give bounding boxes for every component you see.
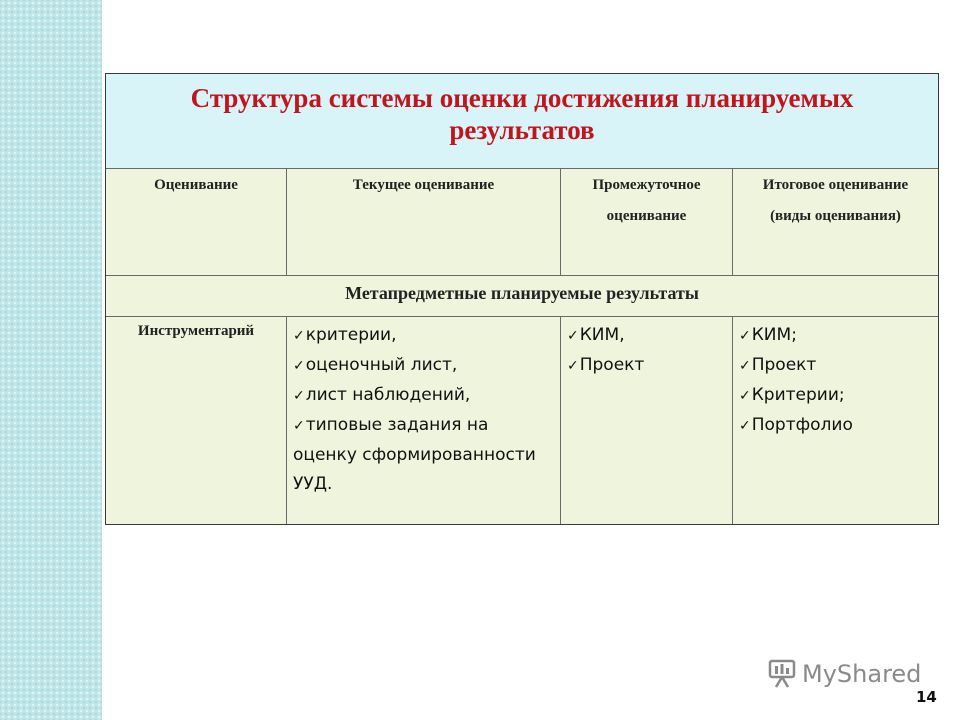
tools-row [106,317,938,524]
header-cell-intermediate [560,169,732,275]
header-label: Промежуточное оценивание [592,177,701,224]
header-label: Итоговое оценивание (виды оценивания) [762,177,909,224]
row-label: Инструментарий [137,323,255,339]
check-icon: ✓ [567,328,579,344]
current-tools-list [287,321,560,499]
list-item: ✓Проект [739,355,817,375]
section-title: Метапредметные планируемые результаты [345,283,699,303]
intermediate-tools-list [561,321,732,381]
list-item: ✓КИМ, [567,325,625,345]
header-cell-current [286,169,560,275]
list-item: ✓Портфолио [739,415,853,435]
decorative-side-strip [0,0,105,720]
check-icon: ✓ [739,388,751,404]
list-item: ✓Критерии; [739,385,845,405]
check-icon: ✓ [293,418,305,434]
list-item: ✓лист наблюдений, [293,385,471,405]
check-icon: ✓ [739,358,751,374]
check-icon: ✓ [293,358,305,374]
header-cell-assessment [106,169,286,275]
section-row [106,276,938,317]
check-icon: ✓ [739,328,751,344]
slide-title: Структура системы оценки достижения планируемых результатов [190,83,854,145]
final-tools-cell [732,317,938,524]
list-item: ✓критерии, [293,325,397,345]
presentation-board-icon [768,659,796,689]
list-item: ✓типовые задания на оценку сформированности УУД. [293,415,536,494]
list-item: ✓КИМ; [739,325,797,345]
header-label: Текущее оценивание [352,177,495,193]
final-tools-list [733,321,938,441]
logo-text: MyShared [802,660,922,688]
header-row [106,169,938,276]
tools-label-cell [106,317,286,524]
check-icon: ✓ [567,358,579,374]
check-icon: ✓ [739,418,751,434]
page-number: 14 [916,688,937,706]
header-cell-final [732,169,938,275]
assessment-structure-table [105,73,939,525]
list-item: ✓Проект [567,355,645,375]
title-block [106,74,938,169]
list-item: ✓оценочный лист, [293,355,458,375]
header-label: Оценивание [154,177,238,193]
current-tools-cell [286,317,560,524]
intermediate-tools-cell [560,317,732,524]
myshared-logo[interactable] [768,656,921,692]
check-icon: ✓ [293,388,305,404]
check-icon: ✓ [293,328,305,344]
